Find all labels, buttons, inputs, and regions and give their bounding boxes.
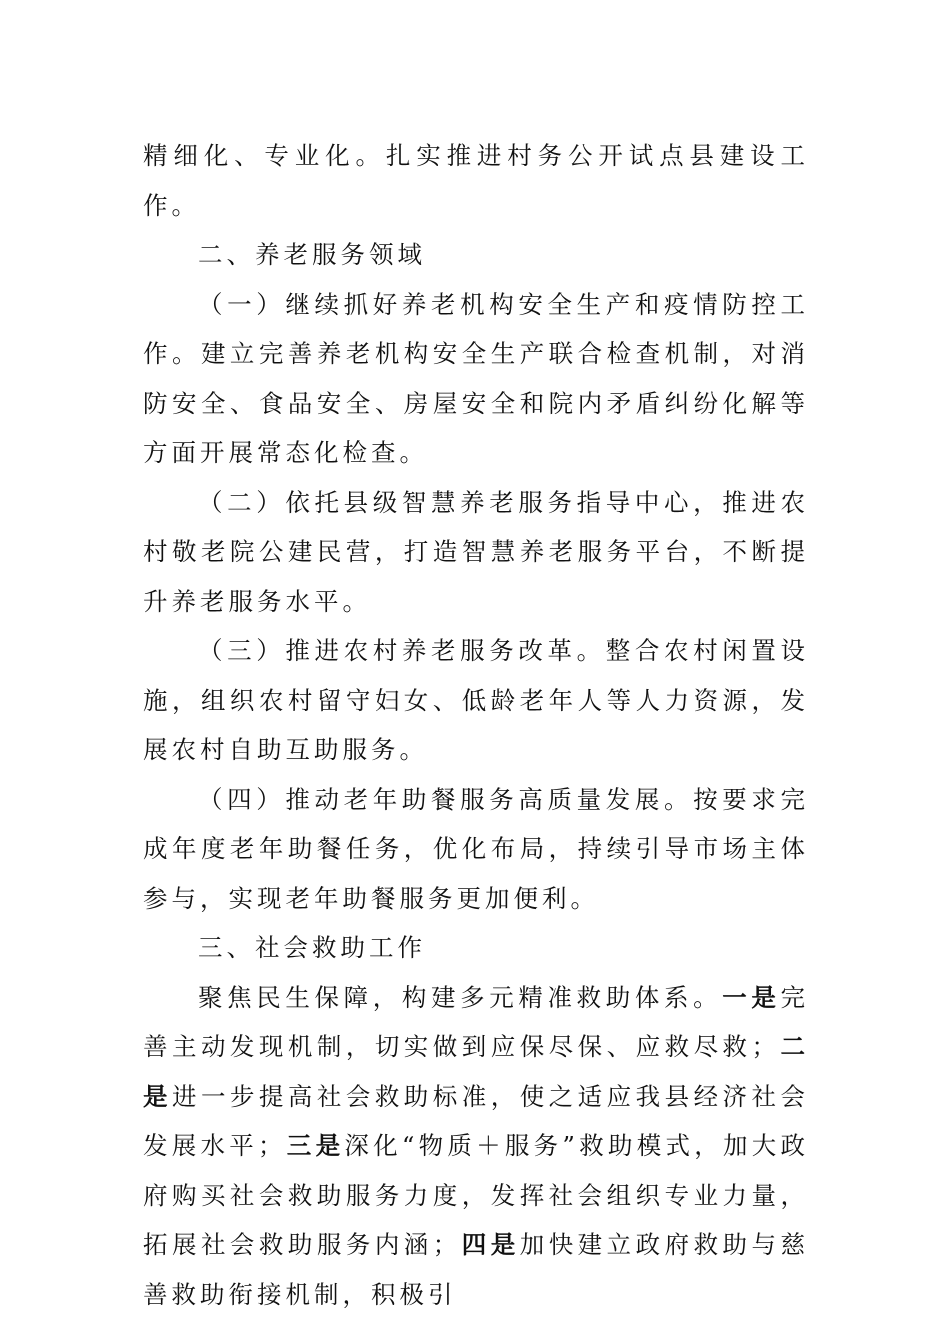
heading-text: 二、养老服务领域	[198, 240, 426, 269]
paragraph-text: （一）继续抓好养老机构安全生产和疫情防控工作。建立完善养老机构安全生产联合检查机制，对消防安全、食品安全、房屋安全和院内矛盾纠纷化解等方面开展常态化检查。	[143, 289, 809, 467]
paragraph-social-assistance	[143, 973, 809, 1320]
paragraph-text: 完善主动发现机制，切实做到应保尽保、应救尽救；	[143, 982, 809, 1061]
emphasis-first: 一是	[722, 982, 781, 1012]
paragraph-text: 加快建立政府救助与慈善救助衔接机制，积极引	[143, 1230, 810, 1309]
paragraph-text: （二）依托县级智慧养老服务指导中心，推进农村敬老院公建民营，打造智慧养老服务平台，不断提升养老服务水平。	[143, 487, 809, 616]
emphasis-fourth: 四是	[461, 1230, 520, 1259]
section-heading-social-assistance	[143, 923, 809, 973]
document-body	[143, 131, 809, 1319]
paragraph-text: 进一步提高社会救助标准，使之适应我县经济社会发展水平；	[143, 1081, 810, 1160]
paragraph-text: （四）推动老年助餐服务高质量发展。按要求完成年度老年助餐任务，优化布局，持续引导市场主体参与，实现老年助餐服务更加便利。	[143, 784, 809, 913]
paragraph-item-3	[143, 626, 809, 775]
heading-text: 三、社会救助工作	[198, 933, 426, 962]
paragraph-item-2	[143, 478, 809, 627]
paragraph-text: 精细化、专业化。扎实推进村务公开试点县建设工作。	[143, 141, 809, 220]
paragraph-text: （三）推进农村养老服务改革。整合农村闲置设施，组织农村留守妇女、低龄老年人等人力资源，发展农村自助互助服务。	[143, 636, 809, 764]
paragraph-text: 聚焦民生保障，构建多元精准救助体系。	[198, 982, 723, 1012]
paragraph-item-1	[143, 280, 809, 478]
section-heading-elderly-care	[143, 230, 809, 280]
paragraph-continuation	[143, 131, 809, 230]
emphasis-second: 二是	[143, 1032, 810, 1111]
paragraph-text: 深化“物质＋服务”救助模式，加大政府购买社会救助服务力度，发挥社会组织专业力量，拓展社会救助服务内涵；	[143, 1131, 810, 1259]
emphasis-third: 三是	[286, 1131, 345, 1160]
paragraph-item-4	[143, 775, 809, 924]
